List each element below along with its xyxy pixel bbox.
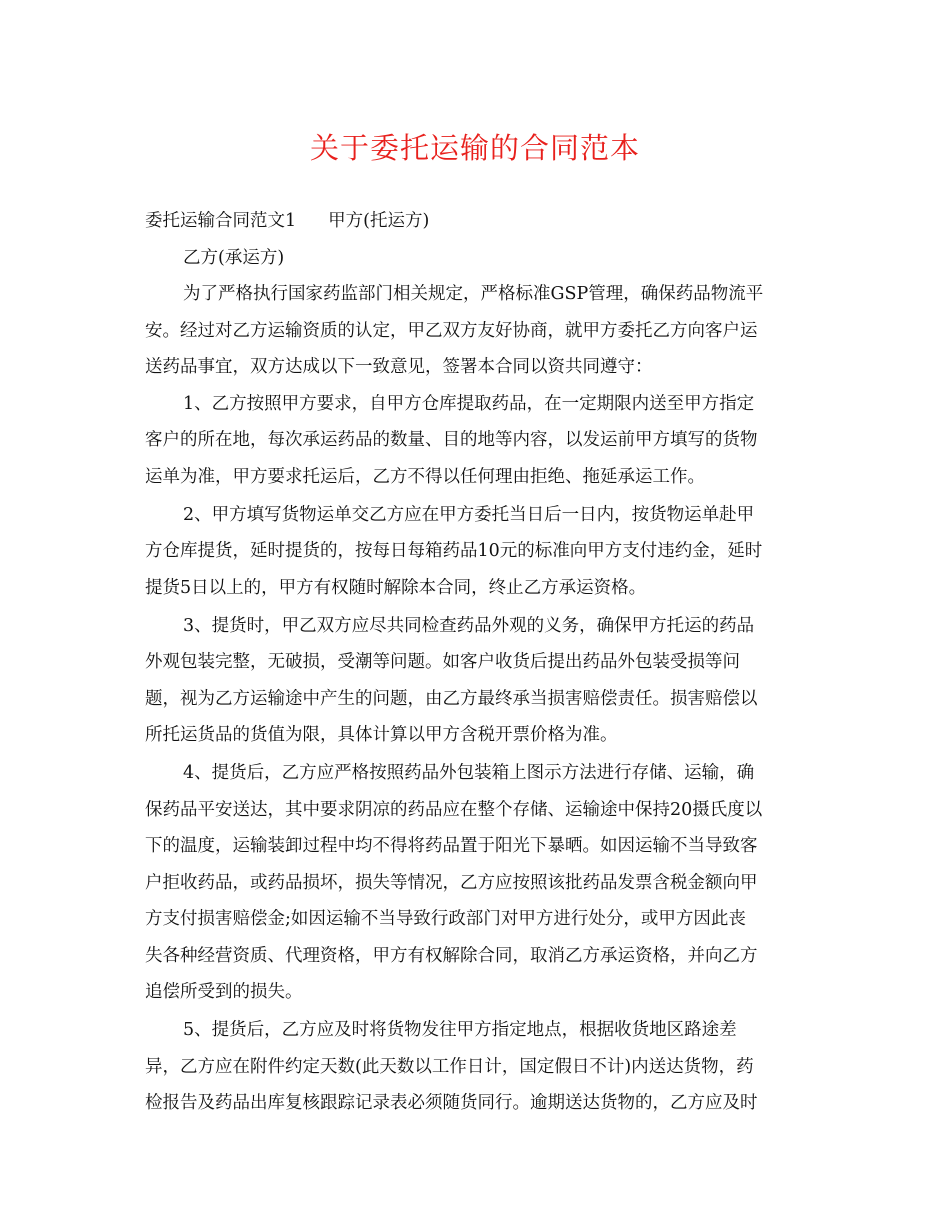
paragraph-line: 5、提货后，乙方应及时将货物发往甲方指定地点，根据收货地区路途差 — [183, 1020, 737, 1040]
party-b-label: 乙方(承运方) — [183, 247, 285, 268]
paragraph-line: 客户的所在地，每次承运药品的数量、目的地等内容，以发运前甲方填写的货物 — [145, 430, 758, 450]
paragraph-list — [145, 276, 810, 1123]
paragraph-line: 送药品事宜，双方达成以下一致意见，签署本合同以资共同遵守： — [145, 357, 653, 377]
paragraph-gap — [145, 1122, 810, 1124]
paragraph-line: 方支付损害赔偿金;如因运输不当导致行政部门对甲方进行处分，或甲方因此丧 — [145, 909, 746, 929]
paragraph-line: 方仓库提货，延时提货的，按每日每箱药品10元的标准向甲方支付违约金，延时 — [145, 541, 763, 561]
paragraph-line: 失各种经营资质、代理资格，甲方有权解除合同，取消乙方承运资格，并向乙方 — [145, 945, 758, 966]
document-title: 关于委托运输的合同范本 — [309, 131, 640, 165]
paragraph-line: 追偿所受到的损失。 — [145, 982, 303, 1002]
contract-body — [145, 203, 810, 1123]
paragraph-line: 外观包装完整，无破损，受潮等问题。如客户收货后提出药品外包装受损等问 — [145, 652, 740, 672]
party-a-label: 甲方(托运方) — [328, 211, 430, 231]
paragraph-line: 3、提货时，甲乙双方应尽共同检查药品外观的义务，确保甲方托运的药品 — [183, 615, 755, 636]
paragraph-line: 2、甲方填写货物运单交乙方应在甲方委托当日后一日内，按货物运单赴甲 — [183, 504, 755, 525]
paragraph — [145, 1012, 810, 1122]
paragraph-line: 题，视为乙方运输途中产生的问题，由乙方最终承当损害赔偿责任。损害赔偿以 — [145, 688, 758, 709]
party-b-line — [145, 240, 810, 277]
paragraph-line: 下的温度，运输装卸过程中均不得将药品置于阳光下暴晒。如因运输不当导致客 — [145, 836, 758, 856]
paragraph — [145, 608, 810, 754]
intro-heading: 委托运输合同范文1 — [145, 211, 297, 231]
paragraph-line: 户拒收药品，或药品损坏，损失等情况，乙方应按照该批药品发票含税金额向甲 — [145, 872, 758, 893]
paragraph-line: 4、提货后，乙方应严格按照药品外包装箱上图示方法进行存储、运输，确 — [183, 763, 755, 783]
paragraph-line: 所托运货品的货值为限，具体计算以甲方含税开票价格为准。 — [145, 725, 618, 745]
paragraph-line: 运单为准，甲方要求托运后，乙方不得以任何理由拒绝、拖延承运工作。 — [145, 466, 705, 487]
paragraph — [145, 755, 810, 1011]
paragraph-line: 1、乙方按照甲方要求，自甲方仓库提取药品，在一定期限内送至甲方指定 — [183, 393, 755, 414]
paragraph — [145, 276, 810, 386]
paragraph-line: 为了严格执行国家药监部门相关规定，严格标准GSP管理，确保药品物流平 — [183, 284, 764, 304]
paragraph-line: 保药品平安送达，其中要求阴凉的药品应在整个存储、运输途中保持20摄氏度以 — [145, 799, 763, 820]
paragraph — [145, 497, 810, 607]
paragraph-line: 安。经过对乙方运输资质的认定，甲乙双方友好协商，就甲方委托乙方向客户运 — [145, 320, 758, 341]
paragraph-line: 检报告及药品出库复核跟踪记录表必须随货同行。逾期送达货物的，乙方应及时 — [145, 1093, 758, 1113]
paragraph-line: 异，乙方应在附件约定天数(此天数以工作日计，国定假日不计)内送达货物，药 — [145, 1056, 754, 1077]
intro-line — [145, 203, 810, 240]
paragraph-line: 提货5日以上的，甲方有权随时解除本合同，终止乙方承运资格。 — [145, 577, 647, 598]
paragraph — [145, 386, 810, 496]
